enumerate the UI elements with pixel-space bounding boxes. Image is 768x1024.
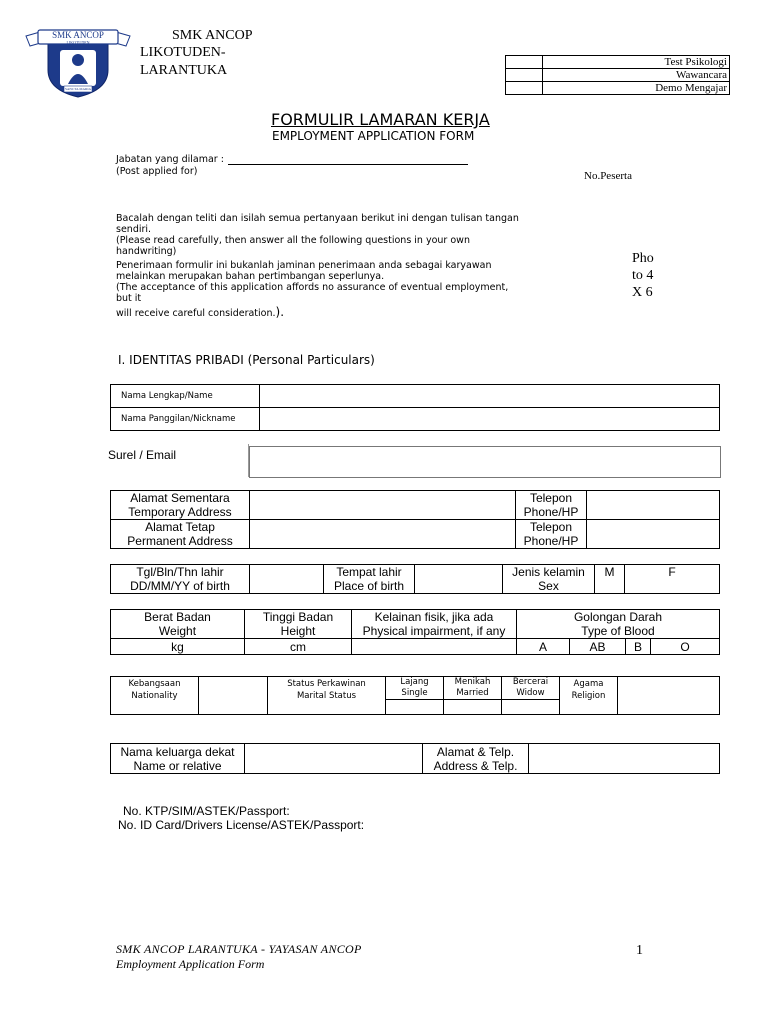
single-checkbox[interactable] bbox=[386, 700, 444, 715]
sex-female-option[interactable]: F bbox=[625, 565, 720, 594]
instructions-p2 bbox=[116, 260, 526, 319]
assessment-psych: Test Psikologi bbox=[543, 56, 730, 69]
nationality-label-1: Kebangsaan bbox=[128, 679, 181, 689]
married-label-1: Menikah bbox=[454, 677, 491, 687]
weight-label-1: Berat Badan bbox=[144, 610, 211, 624]
temp-phone-label-1: Telepon bbox=[529, 491, 573, 505]
blood-option-b[interactable]: B bbox=[626, 639, 651, 655]
impairment-label-1: Kelainan fisik, jika ada bbox=[374, 610, 494, 624]
height-field[interactable] bbox=[245, 639, 352, 655]
temp-phone-field[interactable] bbox=[587, 491, 720, 520]
instructions-p2-en-end: ). bbox=[275, 305, 285, 319]
participant-number-label: No.Peserta bbox=[584, 170, 632, 182]
perm-phone-field[interactable] bbox=[587, 520, 720, 549]
logo-motto-text: SANCTA MARIA bbox=[64, 87, 92, 91]
page-number: 1 bbox=[636, 943, 643, 958]
physical-table bbox=[110, 609, 720, 655]
instructions-p1-line1: Bacalah dengan teliti dan isilah semua pertanyaan berikut ini dengan tulisan tangan bbox=[116, 213, 519, 224]
instructions-p2-line2: melainkan merupakan bahan pertimbangan seperlunya. bbox=[116, 271, 385, 282]
assessment-table bbox=[505, 55, 730, 95]
relative-name-label-2: Name or relative bbox=[133, 758, 222, 773]
married-checkbox[interactable] bbox=[444, 700, 502, 715]
pob-field[interactable] bbox=[415, 565, 503, 594]
school-name: SMK ANCOP bbox=[172, 28, 253, 43]
photo-placeholder bbox=[632, 250, 654, 301]
weight-field[interactable] bbox=[111, 639, 245, 655]
pob-label-1: Tempat lahir bbox=[336, 565, 402, 579]
nickname-field[interactable] bbox=[260, 408, 720, 431]
photo-text-2: to 4 bbox=[632, 268, 654, 283]
relative-address-field[interactable] bbox=[529, 744, 720, 774]
height-label-2: Height bbox=[280, 624, 316, 638]
email-label: Surel / Email bbox=[108, 448, 177, 462]
email-field[interactable] bbox=[249, 446, 721, 478]
impairment-label-2: Physical impairment, if any bbox=[362, 624, 506, 638]
blood-option-o[interactable]: O bbox=[651, 639, 720, 655]
perm-address-label-1: Alamat Tetap bbox=[145, 520, 215, 534]
widow-label-1: Bercerai bbox=[512, 677, 549, 687]
dob-label-2: DD/MM/YY of birth bbox=[130, 579, 230, 593]
blood-label-1: Golongan Darah bbox=[573, 610, 663, 624]
instructions-p1-en: (Please read carefully, then answer all the following questions in your own handwriting) bbox=[116, 235, 470, 257]
nickname-label: Nama Panggilan/Nickname bbox=[111, 408, 260, 431]
logo-sub-text: LIKOTUDEN bbox=[66, 40, 90, 45]
full-name-field[interactable] bbox=[260, 385, 720, 408]
temp-address-label-2: Temporary Address bbox=[128, 505, 232, 519]
position-line bbox=[228, 164, 468, 165]
assessment-interview: Wawancara bbox=[543, 69, 730, 82]
height-unit: cm bbox=[290, 639, 306, 654]
blood-option-a[interactable]: A bbox=[517, 639, 570, 655]
relative-address-label-1: Alamat & Telp. bbox=[436, 744, 515, 759]
footer-line2: Employment Application Form bbox=[116, 957, 265, 971]
address-table bbox=[110, 490, 720, 549]
idcard-label-1: No. KTP/SIM/ASTEK/Passport: bbox=[123, 804, 290, 818]
instructions-p2-line1: Penerimaan formulir ini bukanlah jaminan penerimaan anda sebagai karyawan bbox=[116, 260, 492, 271]
nationality-field[interactable] bbox=[199, 677, 268, 715]
marital-status-label-2: Marital Status bbox=[296, 691, 357, 701]
religion-field[interactable] bbox=[618, 677, 720, 715]
height-label-1: Tinggi Badan bbox=[262, 610, 334, 624]
relative-name-label-1: Nama keluarga dekat bbox=[120, 744, 235, 759]
sex-label-1: Jenis kelamin bbox=[512, 565, 585, 579]
school-address-line1: LIKOTUDEN- bbox=[140, 45, 226, 60]
religion-label-2: Religion bbox=[571, 691, 606, 701]
instructions-p2-en-line1: (The acceptance of this application affords no assurance of eventual employment, but it bbox=[116, 282, 509, 304]
blood-option-ab[interactable]: AB bbox=[570, 639, 626, 655]
section1-title: I. IDENTITAS PRIBADI (Personal Particulars) bbox=[118, 353, 375, 367]
single-label-2: Single bbox=[401, 688, 428, 698]
single-label-1: Lajang bbox=[400, 677, 429, 687]
marital-table bbox=[110, 676, 720, 715]
relative-table bbox=[110, 743, 720, 774]
widow-label-2: Widow bbox=[516, 688, 545, 698]
relative-name-field[interactable] bbox=[245, 744, 423, 774]
pob-label-2: Place of birth bbox=[333, 579, 405, 593]
perm-address-field[interactable] bbox=[250, 520, 516, 549]
married-label-2: Married bbox=[456, 688, 489, 698]
footer-line1: SMK ANCOP LARANTUKA - YAYASAN ANCOP bbox=[116, 942, 362, 956]
weight-label-2: Weight bbox=[158, 624, 197, 638]
temp-address-label-1: Alamat Sementara bbox=[130, 491, 230, 505]
sex-label-2: Sex bbox=[538, 579, 559, 593]
instructions-p2-en-line2: will receive careful consideration. bbox=[116, 308, 276, 319]
perm-address-label-2: Permanent Address bbox=[127, 534, 233, 548]
religion-label-1: Agama bbox=[573, 679, 604, 689]
marital-status-label-1: Status Perkawinan bbox=[287, 679, 366, 689]
instructions-p1-line2: sendiri. bbox=[116, 224, 152, 235]
idcard-label-2: No. ID Card/Drivers License/ASTEK/Passport: bbox=[118, 818, 365, 832]
birth-table bbox=[110, 564, 720, 594]
instructions-p1 bbox=[116, 213, 526, 257]
names-table bbox=[110, 384, 720, 431]
sex-male-option[interactable]: M bbox=[595, 565, 625, 594]
perm-phone-label-1: Telepon bbox=[529, 520, 573, 534]
school-logo bbox=[24, 26, 132, 98]
photo-text-1: Pho bbox=[632, 251, 654, 266]
temp-address-field[interactable] bbox=[250, 491, 516, 520]
photo-text-3: X 6 bbox=[632, 285, 653, 300]
impairment-field[interactable] bbox=[352, 639, 517, 655]
weight-unit: kg bbox=[171, 639, 184, 654]
dob-field[interactable] bbox=[250, 565, 324, 594]
full-name-label: Nama Lengkap/Name bbox=[111, 385, 260, 408]
assessment-demo: Demo Mengajar bbox=[543, 82, 730, 95]
nationality-label-2: Nationality bbox=[131, 691, 178, 701]
logo-banner-text: SMK ANCOP bbox=[52, 30, 104, 40]
form-title: FORMULIR LAMARAN KERJA bbox=[271, 110, 490, 129]
school-address-line2: LARANTUKA bbox=[140, 63, 228, 78]
temp-phone-label-2: Phone/HP bbox=[523, 505, 579, 519]
perm-phone-label-2: Phone/HP bbox=[523, 534, 579, 548]
position-label-en: (Post applied for) bbox=[116, 166, 198, 177]
blood-label-2: Type of Blood bbox=[581, 624, 655, 638]
form-subtitle: EMPLOYMENT APPLICATION FORM bbox=[272, 129, 475, 143]
relative-address-label-2: Address & Telp. bbox=[433, 758, 518, 773]
widow-checkbox[interactable] bbox=[502, 700, 560, 715]
dob-label-1: Tgl/Bln/Thn lahir bbox=[136, 565, 224, 579]
position-label: Jabatan yang dilamar : bbox=[116, 154, 224, 165]
